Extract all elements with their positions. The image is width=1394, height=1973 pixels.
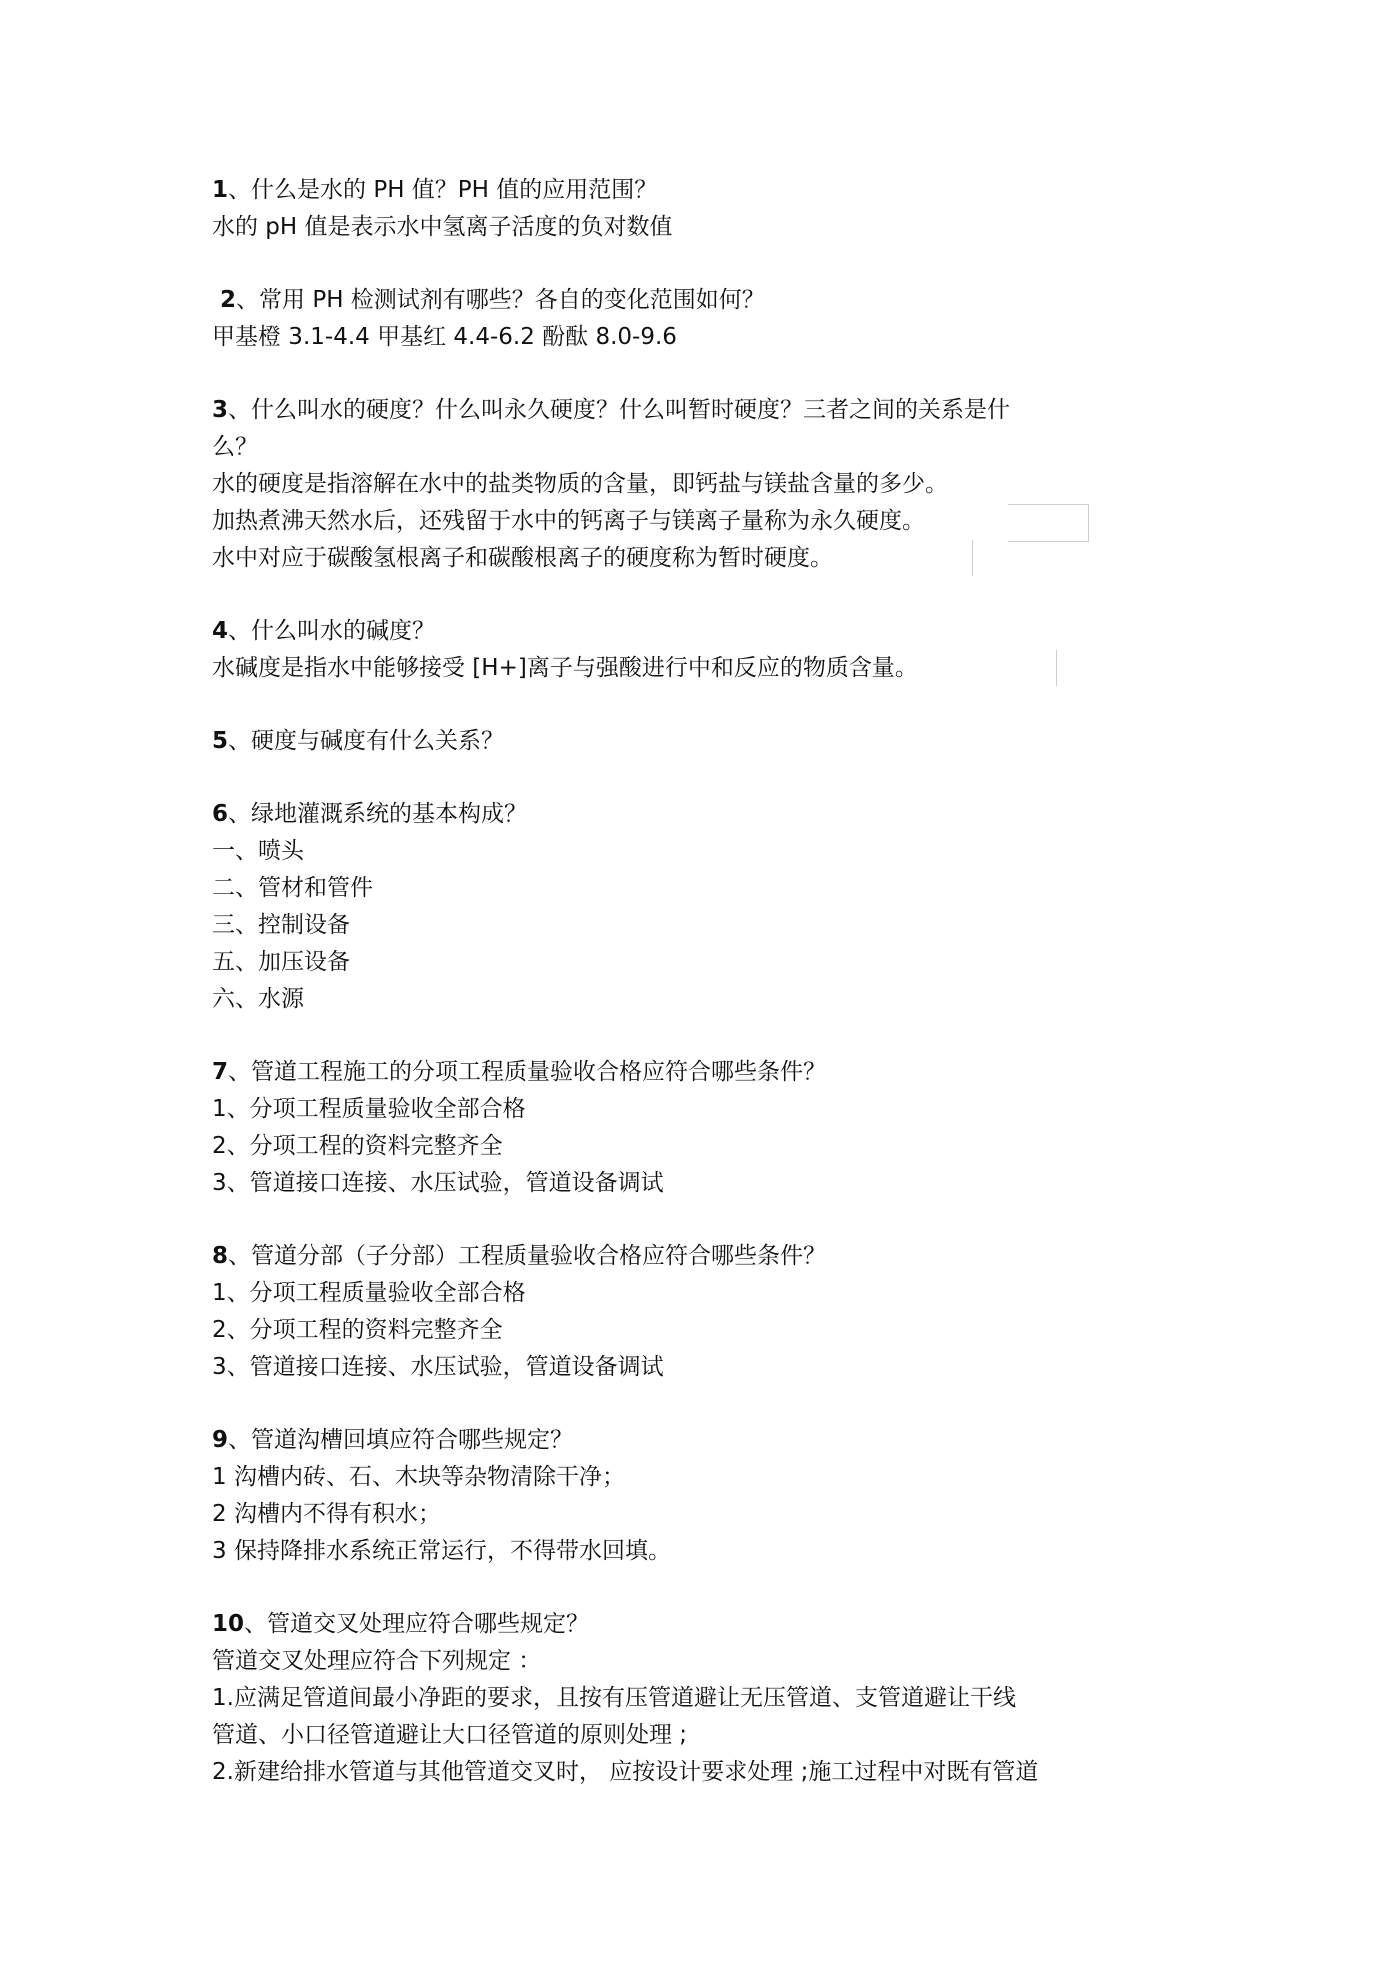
answer-line: 水碱度是指水中能够接受 [H+]离子与强酸进行中和反应的物质含量。: [212, 655, 918, 681]
question-number: 7: [212, 1059, 229, 1085]
question-text: 、什么叫水的硬度？什么叫永久硬度？什么叫暂时硬度？三者之间的关系是什: [228, 397, 1011, 423]
answer-line: 水中对应于碳酸氢根离子和碳酸根离子的硬度称为暂时硬度。: [212, 545, 833, 571]
qa-section-10: [212, 1606, 1212, 1791]
answer-line: 1、分项工程质量验收全部合格: [212, 1280, 526, 1306]
answer-line: 甲基橙 3.1-4.4 甲基红 4.4-6.2 酚酞 8.0-9.6: [212, 324, 677, 350]
answer-line: 2.新建给排水管道与其他管道交叉时， 应按设计要求处理 ;施工过程中对既有管道: [212, 1759, 1039, 1785]
scan-artifact-line: [1056, 650, 1058, 686]
answer-line: 2、分项工程的资料完整齐全: [212, 1317, 503, 1343]
question-5: [212, 723, 1212, 760]
qa-section-2: [212, 282, 1212, 356]
question-text: 、管道工程施工的分项工程质量验收合格应符合哪些条件？: [228, 1059, 827, 1085]
answer-line: 1.应满足管道间最小净距的要求，且按有压管道避让无压管道、支管道避让干线: [212, 1685, 1016, 1711]
answer-line: 三、控制设备: [212, 912, 350, 938]
answer-line: 1、分项工程质量验收全部合格: [212, 1096, 526, 1122]
scan-artifact-line: [972, 540, 974, 576]
question-text: 、什么是水的 PH 值？PH 值的应用范围？: [228, 177, 658, 203]
question-number: 4: [212, 618, 229, 644]
answer-line: 3、管道接口连接、水压试验，管道设备调试: [212, 1354, 664, 1380]
answer-line: 2、分项工程的资料完整齐全: [212, 1133, 503, 1159]
qa-section-1: [212, 172, 1212, 246]
answer-line: 3 保持降排水系统正常运行，不得带水回填。: [212, 1538, 671, 1564]
question-4: [212, 613, 1212, 650]
qa-section-5: [212, 723, 1212, 760]
question-number: 10: [212, 1611, 245, 1637]
answer-line: 管道交叉处理应符合下列规定 ：: [212, 1648, 542, 1674]
question-number: 8: [212, 1243, 229, 1269]
answer-line: 二、管材和管件: [212, 875, 373, 901]
question-number: 5: [212, 728, 229, 754]
answer-line: 水的 pH 值是表示水中氢离子活度的负对数值: [212, 214, 673, 240]
answer-line: 2 沟槽内不得有积水；: [212, 1501, 441, 1527]
answer-line: 五、加压设备: [212, 949, 350, 975]
answer-line: 1 沟槽内砖、石、木块等杂物清除干净；: [212, 1464, 625, 1490]
qa-section-6: [212, 796, 1212, 1018]
question-10: [212, 1606, 1212, 1643]
question-6: [212, 796, 1212, 833]
qa-section-7: [212, 1054, 1212, 1202]
qa-section-4: [212, 613, 1212, 687]
question-text: 、什么叫水的碱度？: [228, 618, 436, 644]
answer-line: 六、水源: [212, 986, 304, 1012]
qa-section-3: [212, 392, 1212, 577]
question-text: 、管道交叉处理应符合哪些规定？: [244, 1611, 590, 1637]
question-number: 2: [220, 287, 237, 313]
question-3: [212, 392, 1212, 429]
answer-line: 3、管道接口连接、水压试验，管道设备调试: [212, 1170, 664, 1196]
question-1: [212, 172, 1212, 209]
qa-section-9: [212, 1422, 1212, 1570]
question-text: 、管道分部（子分部）工程质量验收合格应符合哪些条件？: [228, 1243, 827, 1269]
answer-line: 加热煮沸天然水后，还残留于水中的钙离子与镁离子量称为永久硬度。: [212, 508, 925, 534]
question-number: 9: [212, 1427, 229, 1453]
question-8: [212, 1238, 1212, 1275]
question-text: 、管道沟槽回填应符合哪些规定？: [228, 1427, 574, 1453]
question-text: 、绿地灌溉系统的基本构成？: [228, 801, 528, 827]
question-3-continued: 么？: [212, 434, 258, 460]
question-2: [212, 282, 1212, 319]
question-number: 6: [212, 801, 229, 827]
answer-line: 水的硬度是指溶解在水中的盐类物质的含量，即钙盐与镁盐含量的多少。: [212, 471, 948, 497]
question-text: 、硬度与碱度有什么关系？: [228, 728, 505, 754]
answer-line: 一、喷头: [212, 838, 304, 864]
question-9: [212, 1422, 1212, 1459]
question-7: [212, 1054, 1212, 1091]
scan-artifact-box: [1008, 504, 1089, 542]
document-page: [212, 172, 1212, 1791]
qa-section-8: [212, 1238, 1212, 1386]
question-text: 、常用 PH 检测试剂有哪些？各自的变化范围如何？: [236, 287, 765, 313]
answer-line: 管道、小口径管道避让大口径管道的原则处理 ;: [212, 1722, 688, 1748]
question-number: 3: [212, 397, 229, 423]
question-number: 1: [212, 177, 229, 203]
